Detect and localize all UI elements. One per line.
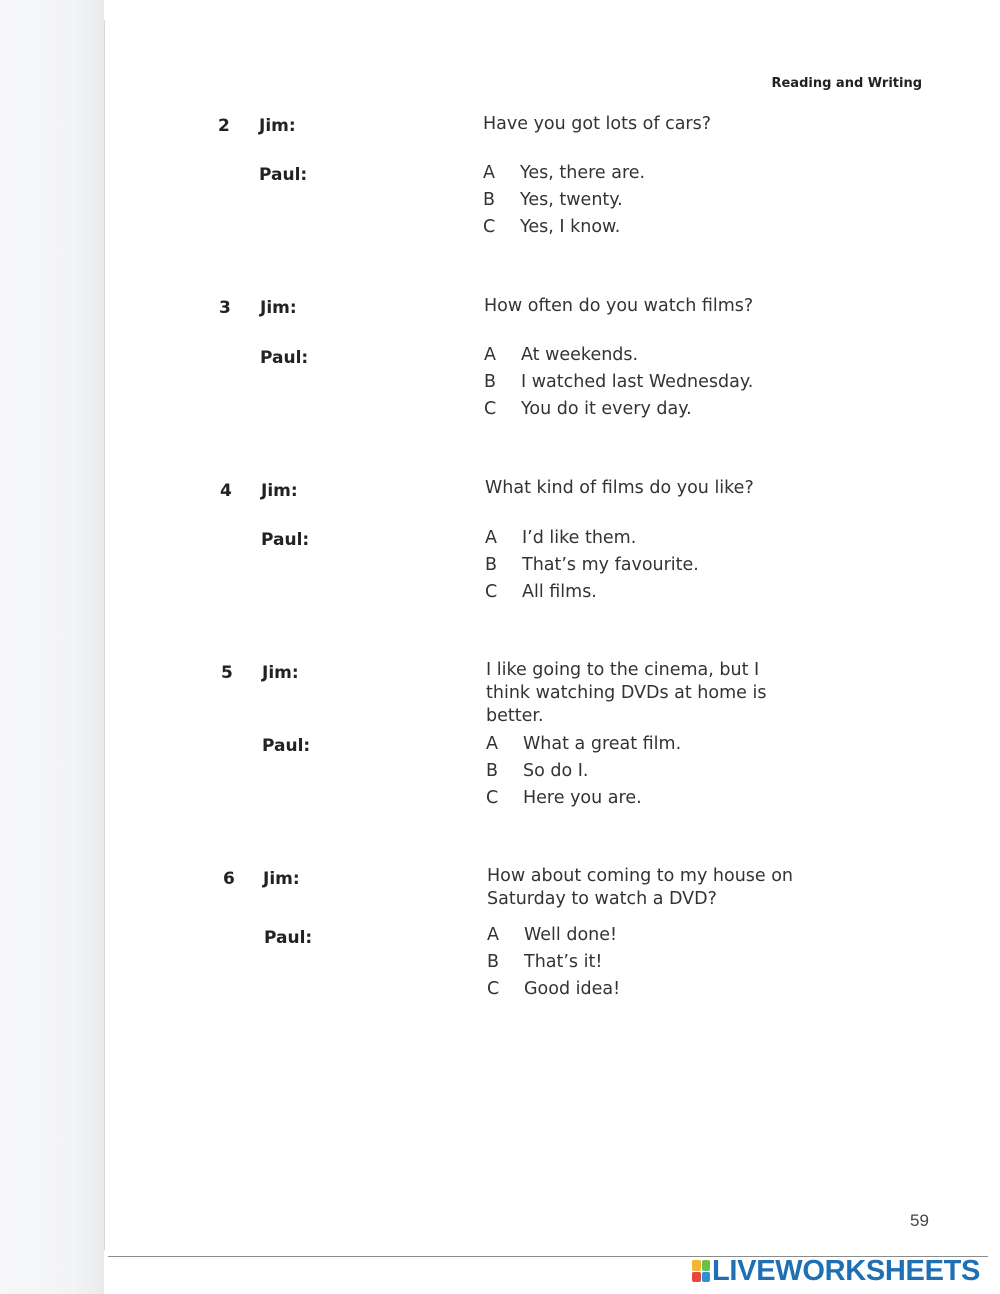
option-text: That’s my favourite.	[522, 554, 699, 575]
option-letter: A	[486, 733, 498, 754]
option-text: You do it every day.	[521, 398, 692, 419]
option-text: All films.	[522, 581, 597, 602]
speaker-jim: Jim:	[262, 663, 299, 683]
section-header: Reading and Writing	[771, 76, 922, 91]
answer-options	[486, 730, 681, 811]
logo-text: LIVEWORKSHEETS	[712, 1254, 981, 1287]
option-letter: C	[483, 216, 496, 237]
option-letter: B	[485, 554, 498, 575]
option-c[interactable]	[486, 784, 681, 811]
question-prompt: I like going to the cinema, but I think watching DVDs at home is better.	[486, 660, 767, 726]
option-a[interactable]	[487, 921, 620, 948]
answer-options	[487, 921, 620, 1002]
option-letter: A	[485, 527, 497, 548]
speaker-jim: Jim:	[261, 481, 298, 501]
question-number: 4	[220, 481, 232, 501]
page-number: 59	[910, 1211, 929, 1230]
option-text: Yes, twenty.	[520, 189, 623, 210]
question-prompt: How often do you watch films?	[484, 296, 754, 316]
option-letter: B	[486, 760, 499, 781]
option-a[interactable]	[485, 524, 699, 551]
scan-left-margin	[0, 0, 104, 1294]
option-b[interactable]	[486, 757, 681, 784]
answer-options	[484, 341, 753, 422]
answer-options	[485, 524, 699, 605]
speaker-paul: Paul:	[260, 348, 309, 368]
option-letter: C	[485, 581, 498, 602]
option-letter: C	[484, 398, 497, 419]
option-letter: B	[484, 371, 497, 392]
option-letter: B	[483, 189, 496, 210]
liveworksheets-logo[interactable]	[692, 1254, 980, 1288]
option-text: I watched last Wednesday.	[521, 371, 754, 392]
option-b[interactable]	[483, 186, 645, 213]
option-letter: C	[486, 787, 499, 808]
option-b[interactable]	[484, 368, 753, 395]
speaker-jim: Jim:	[259, 116, 296, 136]
option-text: Well done!	[524, 924, 618, 945]
answer-options	[483, 159, 645, 240]
option-letter: A	[484, 344, 496, 365]
question-prompt: How about coming to my house on Saturday to watch a DVD?	[487, 866, 794, 909]
option-a[interactable]	[483, 159, 645, 186]
option-c[interactable]	[487, 975, 620, 1002]
option-a[interactable]	[486, 730, 681, 757]
option-letter: A	[483, 162, 495, 183]
option-text: I’d like them.	[522, 527, 637, 548]
question-prompt: Have you got lots of cars?	[483, 114, 712, 134]
speaker-paul: Paul:	[259, 165, 308, 185]
option-text: Good idea!	[524, 978, 621, 999]
option-letter: A	[487, 924, 499, 945]
question-number: 2	[218, 116, 230, 136]
option-text: Here you are.	[523, 787, 642, 808]
option-b[interactable]	[487, 948, 620, 975]
question-number: 3	[219, 298, 231, 318]
question-number: 5	[221, 663, 233, 683]
option-c[interactable]	[485, 578, 699, 605]
option-letter: C	[487, 978, 500, 999]
page-edge	[104, 20, 105, 1250]
option-text: At weekends.	[521, 344, 639, 365]
liveworksheets-logo-icon	[692, 1260, 710, 1282]
speaker-paul: Paul:	[261, 530, 310, 550]
speaker-paul: Paul:	[264, 928, 313, 948]
option-a[interactable]	[484, 341, 753, 368]
option-text: Yes, I know.	[520, 216, 621, 237]
option-letter: B	[487, 951, 500, 972]
option-text: Yes, there are.	[520, 162, 646, 183]
speaker-jim: Jim:	[260, 298, 297, 318]
option-b[interactable]	[485, 551, 699, 578]
speaker-paul: Paul:	[262, 736, 311, 756]
option-text: What a great film.	[523, 733, 682, 754]
speaker-jim: Jim:	[263, 869, 300, 889]
option-text: So do I.	[523, 760, 589, 781]
question-number: 6	[223, 869, 235, 889]
option-text: That’s it!	[524, 951, 603, 972]
question-prompt: What kind of films do you like?	[485, 478, 754, 498]
option-c[interactable]	[483, 213, 645, 240]
option-c[interactable]	[484, 395, 753, 422]
